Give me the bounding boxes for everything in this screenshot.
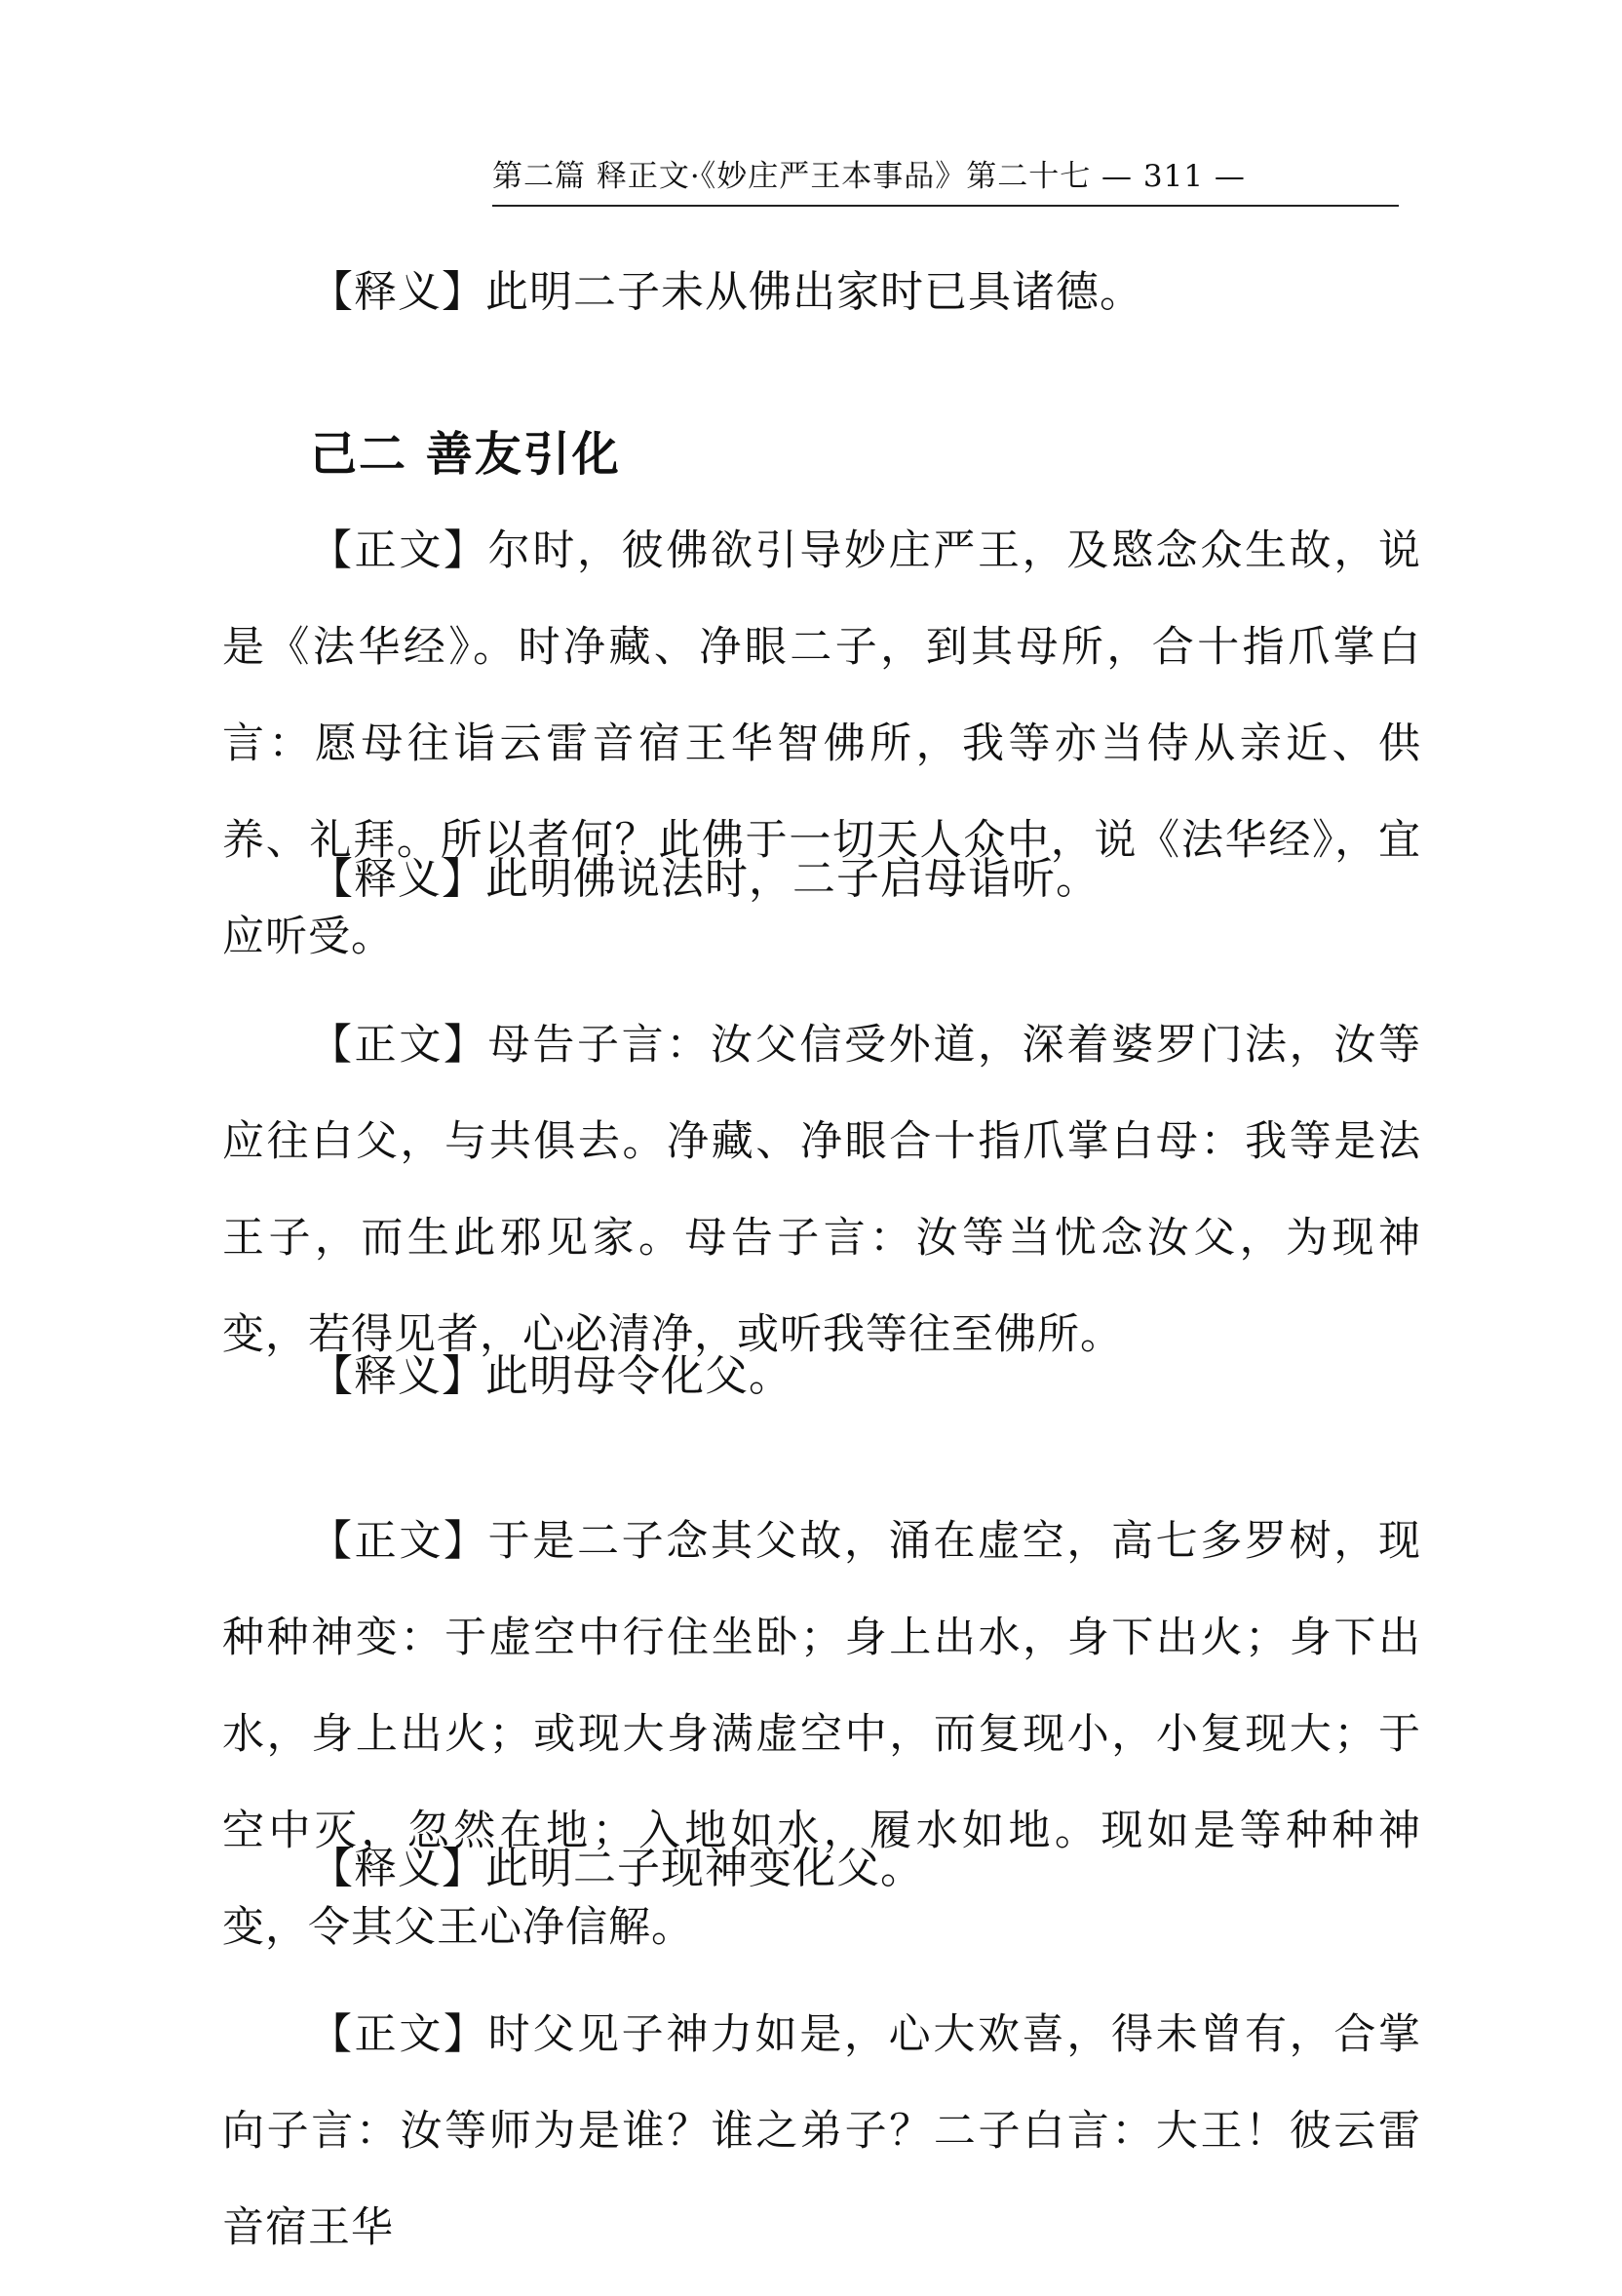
section-heading: 己二 善友引化 — [310, 427, 621, 482]
gloss-paragraph-1 — [222, 253, 1421, 331]
paragraph-text: 此明母令化父。 — [485, 1351, 792, 1401]
section-tag: 【释义】 — [310, 1844, 485, 1893]
paragraph-text: 尔时，彼佛欲引导妙庄严王，及愍念众生故，说是《法华经》。时净藏、净眼二子，到其母所，合十指爪掌白言：愿母往诣云雷音宿王华智佛所，我等亦当侍从亲近、供养、礼拜。所以者何？此佛于一切天人众中，说《法华经》，宜应听受。 — [222, 526, 1422, 961]
section-tag: 【正文】 — [310, 2010, 488, 2059]
paragraph-text: 此明二子现神变化父。 — [485, 1844, 924, 1893]
section-tag: 【正文】 — [310, 1021, 488, 1070]
header-rule — [492, 205, 1399, 207]
paragraph-text: 母告子言：汝父信受外道，深着婆罗门法，汝等应往白父，与共俱去。净藏、净眼合十指爪掌白母：我等是法王子，而生此邪见家。母告子言：汝等当忧念汝父，为现神变，若得见者，心必清净，或听我等往至佛所。 — [222, 1021, 1422, 1359]
gloss-paragraph-2 — [222, 840, 1421, 918]
paragraph-text: 于是二子念其父故，涌在虚空，高七多罗树，现种种神变：于虚空中行住坐卧；身上出水，身下出火；身下出水，身上出火；或现大身满虚空中，而复现小，小复现大；于空中灭，忽然在地；入地如水，履水如地。现如是等种种神变，令其父王心净信解。 — [222, 1517, 1422, 1952]
running-head: 第二篇 释正文·《妙庄严王本事品》第二十七 — 311 — — [492, 159, 1246, 194]
section-tag: 【正文】 — [310, 1517, 488, 1566]
scripture-paragraph-4 — [222, 1987, 1421, 2277]
paragraph-text: 时父见子神力如是，心大欢喜，得未曾有，合掌向子言：汝等师为是谁？谁之弟子？二子白言：大王！彼云雷音宿王华 — [222, 2010, 1422, 2252]
section-tag: 【释义】 — [310, 854, 485, 904]
paragraph-text: 此明佛说法时，二子启母诣听。 — [485, 854, 1100, 904]
scripture-paragraph-2 — [222, 997, 1421, 1383]
paragraph-text: 此明二子未从佛出家时已具诸德。 — [485, 267, 1143, 317]
section-tag: 【正文】 — [310, 526, 488, 575]
gloss-paragraph-4 — [222, 1830, 1421, 1908]
section-tag: 【释义】 — [310, 1351, 485, 1401]
gloss-paragraph-3 — [222, 1338, 1421, 1416]
section-tag: 【释义】 — [310, 267, 485, 317]
